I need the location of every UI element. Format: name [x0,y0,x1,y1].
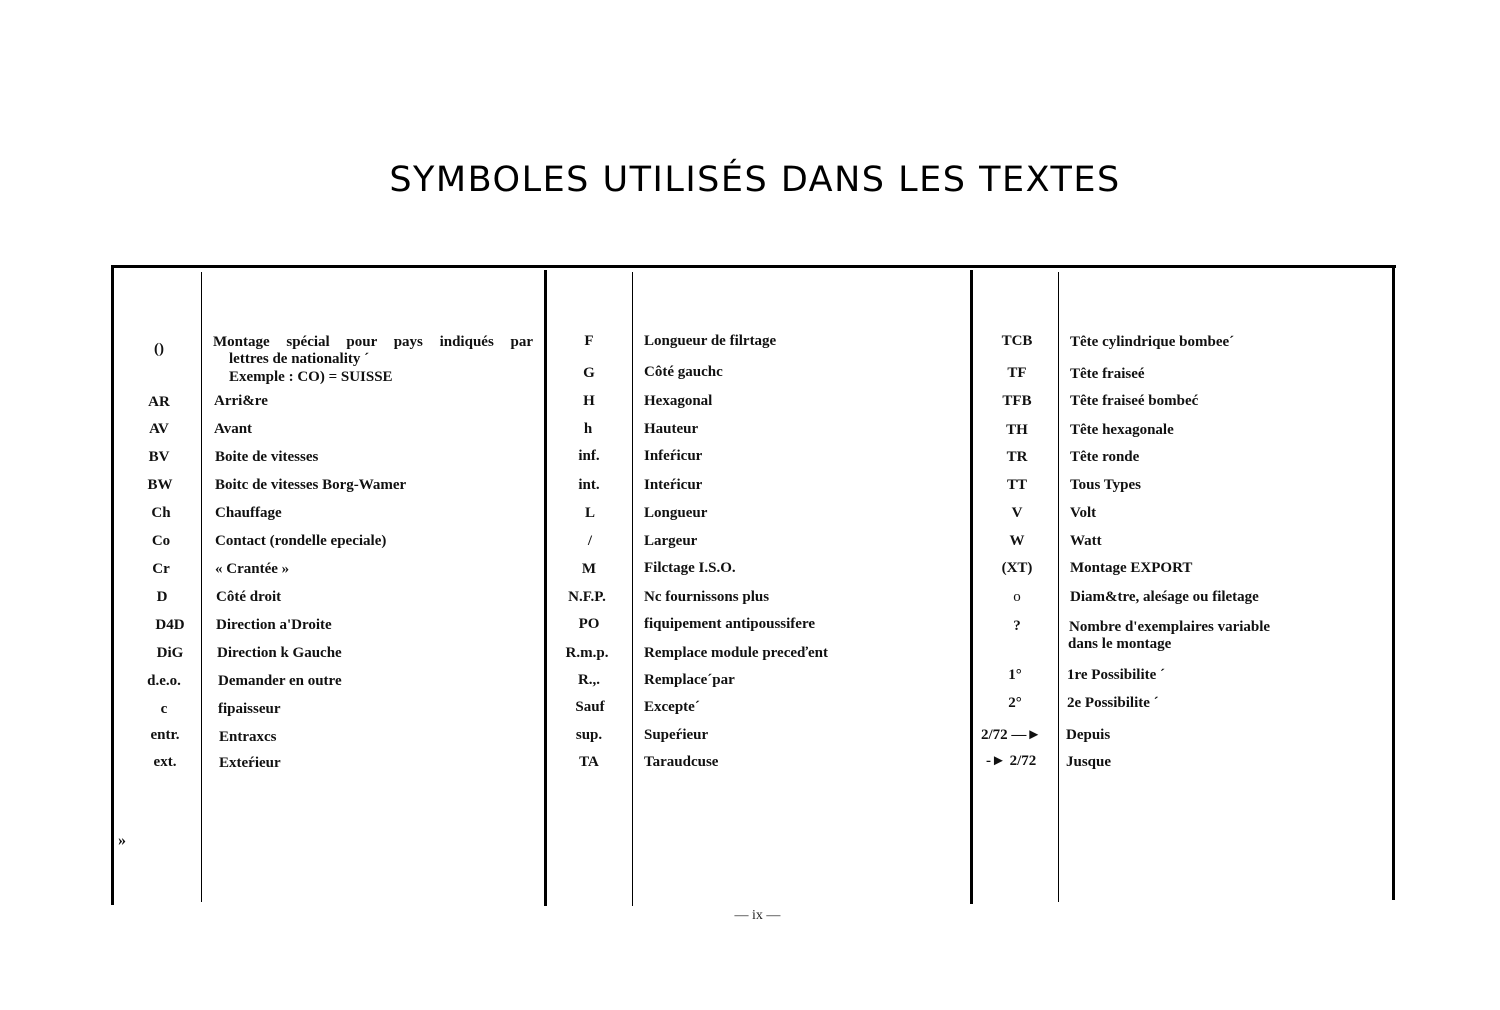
table-row-meaning: Boitc de vitesses Borg-Wamer [215,477,407,493]
table-row-meaning: Chauffage [215,505,282,521]
table-row-symbol: TR [1006,449,1028,465]
table-row-symbol: d.e.o. [147,673,181,689]
table-row-meaning: Remplaceˊpar [644,672,735,688]
table-row-symbol: inf. [578,448,600,464]
table-row-meaning: Watt [1070,533,1102,549]
page-number: — ix — [734,908,781,923]
table-row-symbol: V [1011,505,1023,521]
table-row-symbol: TA [579,754,599,770]
table-row-meaning: Filctage I.S.O. [644,560,736,576]
table-row-symbol: G [583,365,595,381]
table-row-symbol: N.F.P. [568,589,606,605]
table-row-meaning: Hexagonal [644,393,713,409]
table-row-symbol: Cr [152,561,170,577]
table-left-border [111,265,114,905]
table-row-symbol: D4D [155,617,185,633]
table-row-meaning: Longueur de filrtage [644,333,777,349]
table-row-symbol: 2° [1008,695,1022,711]
table-row-meaning: Exteŕieur [219,755,281,771]
table-row-symbol: (XT) [1001,560,1033,576]
table-row-meaning: Avant [214,421,253,437]
table-row-meaning: Demander en outre [218,673,342,689]
table-row-symbol: BV [148,449,170,465]
table-row-symbol: ext. [153,754,177,770]
table-row-meaning: Excepteˊ [644,699,700,715]
table-row-symbol: 1° [1008,667,1022,683]
table-row-meaning: Largeur [644,533,698,549]
table-row-meaning: Volt [1070,505,1097,521]
table-row-meaning: Montage EXPORT [1070,560,1193,576]
page-title: SYMBOLES UTILISÉS DANS LES TEXTES [389,160,1121,200]
table-row-meaning: Taraudcuse [644,754,719,770]
table-row-symbol: c [160,701,168,717]
table-row-meaning: « Crantée » [215,561,290,577]
table-row-symbol: entr. [150,727,180,743]
table-row-meaning: Côté gauchc [644,364,723,380]
table-row-meaning: 1re Possibilite ˊ [1067,667,1166,683]
table-row-meaning: Jusque [1066,754,1112,770]
table-row-meaning: Tête hexagonale [1070,422,1174,438]
table-row-meaning: Tous Types [1070,477,1142,493]
table-row-meaning: lettres de nationality ˊ [229,351,370,367]
table-row-meaning: Depuis [1066,727,1111,743]
table-row-meaning: dans le montage [1068,636,1172,652]
table-row-meaning: Direction k Gauche [217,645,342,661]
table-row-meaning: Diam&tre, aleśage ou filetage [1070,589,1259,605]
table-row-symbol: DiG [156,645,184,661]
table-row-meaning: Infeŕicur [644,448,703,464]
table-row-meaning: Tête fraiseé [1070,366,1145,382]
table-row-symbol: Sauf [575,699,605,715]
table-row-meaning: fiquipement antipoussifere [644,616,815,632]
table-row-meaning: Nombre d'exemplaires variable [1069,619,1271,635]
column-divider [544,270,547,906]
table-row-symbol: () [154,341,164,357]
table-row-symbol: W [1009,533,1025,549]
table-row-symbol: Co [151,533,171,549]
table-row-symbol: sup. [575,727,603,743]
table-row-symbol: R.m.p. [565,645,609,661]
table-row-symbol: / [587,533,593,549]
table-row-meaning: Montage spécial pour pays indiqués par [213,334,533,350]
table-row-symbol: M [581,561,597,577]
table-row-meaning: Longueur [644,505,708,521]
table-row-symbol: h [583,421,593,437]
table-row-symbol: AV [149,421,169,437]
table-row-meaning: Tête ronde [1070,449,1140,465]
table-right-border [1392,268,1395,900]
table-row-meaning: Boite de vitesses [215,449,319,465]
table-row-symbol: -► 2/72 [986,753,1037,769]
table-row-symbol: Ch [151,505,171,521]
table-row-meaning: Contact (rondelle epeciale) [215,533,387,549]
table-row-symbol: D [156,589,168,605]
table-row-meaning: Hauteur [644,421,699,437]
table-row-meaning: Inteŕicur [644,477,703,493]
diameter-icon: o [1013,589,1021,605]
table-row-symbol: ? [1013,618,1021,634]
column-divider [632,272,633,906]
table-row-symbol: TFB [1002,393,1032,409]
table-row-meaning: Tête cylindrique bombeeˊ [1070,334,1235,350]
table-row-symbol: TF [1007,365,1027,381]
table-row-symbol: R.,. [577,672,601,688]
table-row-symbol: TCB [1001,333,1033,349]
table-top-rule [113,265,1396,268]
table-row-symbol: int. [578,477,600,493]
table-row-symbol: L [584,505,595,521]
table-row-meaning: Supeŕieur [644,727,709,743]
table-row-meaning: Entraxcs [219,729,277,745]
table-row-symbol: BW [147,477,173,493]
table-row-symbol: TH [1006,422,1028,438]
table-row-symbol: AR [148,394,170,410]
table-row-meaning: Remplace module preceďent [644,645,829,661]
column-divider [970,270,973,904]
table-row-meaning: fipaisseur [218,701,281,717]
table-row-meaning: 2e Possibilite ˊ [1067,695,1159,711]
table-row-symbol: TT [1006,477,1027,493]
column-divider [1058,272,1059,902]
table-row-meaning: Direction a'Droite [216,617,332,633]
column-divider [201,272,202,902]
table-row-symbol: F [584,333,594,349]
table-row-symbol: 2/72 —► [981,727,1042,743]
table-row-meaning: Exemple : CO) = SUISSE [229,369,393,385]
table-row-meaning: Tête fraiseé bombeć [1070,393,1199,409]
table-row-meaning: Côté droit [216,589,282,605]
table-row-meaning: Nc fournissons plus [644,589,770,605]
table-row-symbol: PO [578,616,600,632]
stray-mark: » [118,832,126,849]
table-row-symbol: H [583,393,595,409]
table-row-meaning: Arri&re [214,393,268,409]
